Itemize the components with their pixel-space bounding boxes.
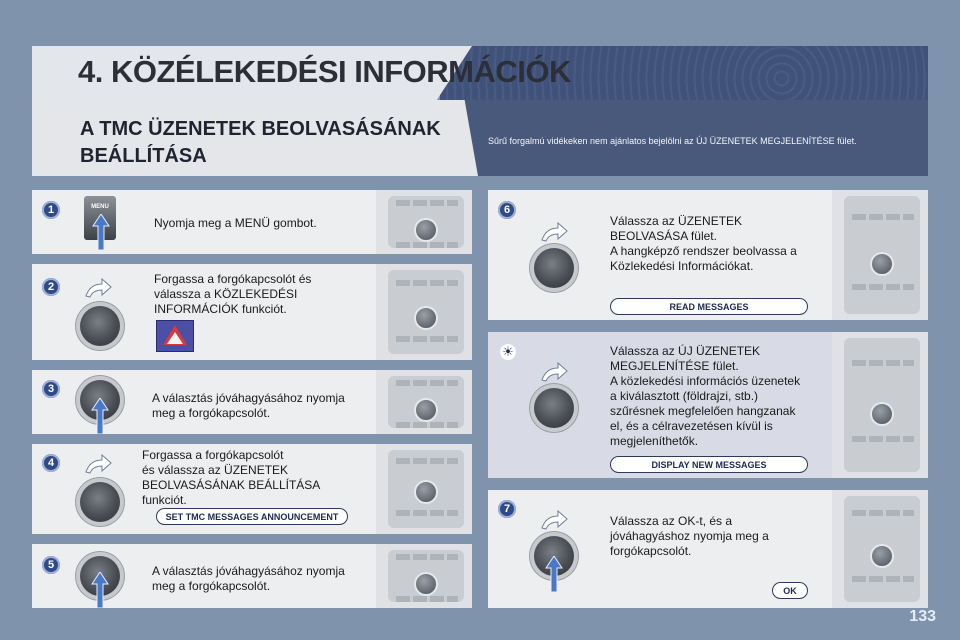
- console-thumbnail: [376, 370, 472, 434]
- step-text: Forgassa a forgókapcsolót és válassza az ÜZENETEK BEOLVASÁSÁNAK BEÁLLÍTÁSA funkciót.: [142, 448, 321, 507]
- traffic-warning-icon: [156, 320, 194, 352]
- step-4: [32, 444, 472, 534]
- step-6: [488, 190, 928, 320]
- hint-step: [488, 332, 928, 478]
- step-2: [32, 264, 472, 360]
- menu-option-read-messages: READ MESSAGES: [610, 298, 808, 315]
- rotate-arrow-icon: [540, 222, 568, 242]
- menu-option-set-tmc: SET TMC MESSAGES ANNOUNCEMENT: [156, 508, 348, 525]
- step-text: A választás jóváhagyásához nyomja meg a forgókapcsolót.: [152, 391, 345, 420]
- console-thumbnail: [832, 332, 928, 478]
- console-thumbnail: [832, 490, 928, 608]
- step-5: [32, 544, 472, 608]
- rotary-knob-illustration: [80, 306, 120, 346]
- step-number: 7: [498, 500, 516, 518]
- press-arrow-icon: [545, 556, 563, 592]
- console-thumbnail: [376, 190, 472, 254]
- step-3: [32, 370, 472, 434]
- rotary-knob-illustration: [534, 388, 574, 428]
- step-number: 5: [42, 556, 60, 574]
- step-text: Válassza az ÚJ ÜZENETEK MEGJELENÍTÉSE fület. A közlekedési információs üzenetek a kiválasztott (földrajzi, stb.) szűrésnek megfelelően hangzanak el, és a célravezetésen kívül is megjeleníthetők.: [610, 344, 801, 448]
- rotary-knob-illustration: [534, 248, 574, 288]
- console-thumbnail: [376, 264, 472, 360]
- step-text: Forgassa a forgókapcsolót és válassza a KÖZLEKEDÉSI INFORMÁCIÓK funkciót.: [154, 272, 312, 316]
- page-title: 4. KÖZÉLEKEDÉSI INFORMÁCIÓK: [78, 54, 571, 89]
- sun-icon: ☀: [500, 344, 516, 360]
- press-arrow-icon: [92, 214, 110, 250]
- step-text: A választás jóváhagyásához nyomja meg a forgókapcsolót.: [152, 564, 345, 593]
- menu-option-ok: OK: [772, 582, 808, 599]
- step-number: 3: [42, 380, 60, 398]
- step-number: 2: [42, 278, 60, 296]
- step-text: Nyomja meg a MENÜ gombot.: [154, 216, 317, 230]
- rotate-arrow-icon: [84, 278, 112, 298]
- step-1: [32, 190, 472, 254]
- section-title: A TMC ÜZENETEK BEOLVASÁSÁNAK BEÁLLÍTÁSA: [80, 118, 441, 167]
- console-thumbnail: [832, 190, 928, 320]
- step-text: Válassza az ÜZENETEK BEOLVASÁSA fület. A hangképző rendszer beolvassa a Közlekedési Információkat.: [610, 214, 797, 273]
- press-arrow-icon: [91, 398, 109, 434]
- step-number: 4: [42, 454, 60, 472]
- console-thumbnail: [376, 544, 472, 608]
- console-thumbnail: [376, 444, 472, 534]
- step-7: [488, 490, 928, 608]
- step-text: Válassza az OK-t, és a jóváhagyáshoz nyomja meg a forgókapcsolót.: [610, 514, 769, 558]
- rotary-knob-illustration: [80, 482, 120, 522]
- rotate-arrow-icon: [84, 454, 112, 474]
- press-arrow-icon: [91, 572, 109, 608]
- rotate-arrow-icon: [540, 362, 568, 382]
- hint-note: Sűrű forgalmú vidékeken nem ajánlatos bejelölni az ÚJ ÜZENETEK MEGJELENÍTÉSE fület.: [488, 136, 857, 146]
- step-number: 1: [42, 201, 60, 219]
- page-number: 133: [909, 608, 936, 625]
- menu-option-display-new-messages: DISPLAY NEW MESSAGES: [610, 456, 808, 473]
- step-number: 6: [498, 201, 516, 219]
- rotate-arrow-icon: [540, 510, 568, 530]
- menu-button-illustration: MENU: [84, 196, 116, 240]
